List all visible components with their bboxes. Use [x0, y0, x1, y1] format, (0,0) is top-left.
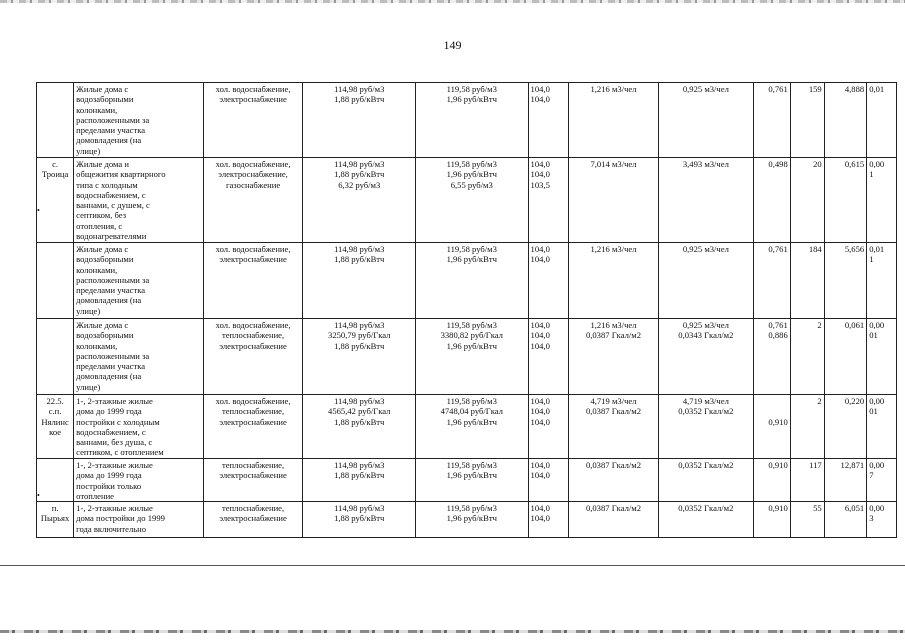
services-cell [203, 502, 303, 538]
cell-line: 104,0 [530, 406, 550, 417]
value-cell [824, 502, 866, 538]
cell-line: дома постройки до 1999 [76, 513, 165, 524]
cell-line: 104,0 [530, 513, 550, 524]
cell-line: септиком, с отоплением [76, 447, 164, 458]
value-cell [824, 319, 866, 395]
cell-line: улице) [76, 305, 101, 316]
cell-line: теплоснабжение, [221, 406, 285, 417]
cell-line: 1,216 м3/чел [590, 320, 637, 330]
cell-line: Жилые дома с [76, 320, 129, 330]
cell-line: теплоснабжение, [221, 460, 285, 470]
cell-line: 159 [808, 84, 822, 94]
building-type-cell [74, 243, 204, 319]
cell-line: 3 [869, 513, 874, 524]
index-cell [528, 83, 568, 158]
coefficient-cell [753, 459, 790, 502]
cell-line: 3,493 м3/чел [682, 159, 729, 169]
cell-line: водоснабжением, с [76, 426, 146, 437]
share-cell [867, 319, 897, 395]
cell-line: отопления, с [76, 220, 123, 231]
cell-line: 104,0 [530, 94, 550, 105]
cell-line: типа с холодным [76, 179, 138, 190]
building-type-cell [74, 319, 204, 395]
cell-line: хол. водоснабжение, [215, 320, 291, 330]
cell-line: 0,00 [869, 503, 885, 514]
cell-line: 1,96 руб/кВтч [446, 416, 497, 427]
cell-line: с.п. [48, 406, 62, 417]
cell-line: 114,98 руб/м3 [334, 84, 385, 94]
cell-line: 0,0352 Гкал/м2 [678, 406, 734, 417]
cell-line: ваннами, с душем, с [76, 200, 150, 211]
cell-line: 0,220 [844, 396, 865, 406]
cell-line: 104,0 [530, 396, 550, 406]
cell-line: 1,96 руб/кВтч [446, 340, 497, 351]
cell-line: 104,0 [530, 169, 550, 180]
table-row [37, 83, 897, 158]
cell-line: дома до 1999 года [76, 406, 142, 417]
cell-line: 0,00 [869, 396, 885, 406]
tariff-new-cell [416, 83, 529, 158]
settlement-cell [37, 243, 74, 319]
cell-line: 1 [869, 169, 874, 180]
share-cell [867, 395, 897, 459]
cell-line: 6,051 [844, 503, 865, 514]
cell-line: ваннами, без душа, с [76, 437, 153, 448]
cell-line: 1,88 руб/кВтч [334, 416, 385, 427]
tariff-new-cell [416, 395, 529, 459]
cell-line: электроснабжение [219, 513, 287, 524]
services-cell [203, 158, 303, 243]
settlement-cell [37, 158, 74, 243]
cell-line: 114,98 руб/м3 [334, 460, 385, 470]
cell-line: 114,98 руб/м3 [334, 320, 385, 330]
page-footer-rule [0, 565, 905, 566]
cell-line: колонками, [76, 104, 118, 115]
cell-line: 0,925 м3/чел [682, 84, 729, 94]
index-cell [528, 395, 568, 459]
cell-line: пределами участка [76, 361, 146, 372]
page-number: 149 [443, 38, 462, 52]
cell-line: 114,98 руб/м3 [334, 244, 385, 254]
cell-line: с. [52, 159, 59, 169]
cell-line: 2 [817, 396, 822, 406]
services-cell [203, 395, 303, 459]
cell-line: 1,88 руб/кВтч [334, 513, 385, 524]
building-type-cell [74, 502, 204, 538]
table-row [37, 395, 897, 459]
cell-line: электроснабжение [219, 254, 287, 265]
services-cell [203, 459, 303, 502]
cell-line: Нялинс [41, 416, 69, 427]
count-cell [790, 502, 824, 538]
cell-line: 0,615 [844, 159, 865, 169]
count-cell [790, 243, 824, 319]
scan-speck: • [37, 206, 40, 215]
cell-line: 0,761 [768, 244, 788, 254]
settlement-cell [37, 395, 74, 459]
norm-2-cell [659, 459, 753, 502]
cell-line: пределами участка [76, 125, 146, 136]
cell-line [756, 396, 788, 406]
value-cell [824, 83, 866, 158]
cell-line: 1,216 м3/чел [590, 244, 637, 254]
tariff-old-cell [303, 83, 416, 158]
value-cell [824, 243, 866, 319]
cell-line: 0,01 [869, 244, 885, 254]
cell-line: 119,58 руб/м3 [446, 460, 497, 470]
services-cell [203, 83, 303, 158]
count-cell [790, 459, 824, 502]
tariff-old-cell [303, 243, 416, 319]
cell-line: 104,0 [530, 84, 550, 94]
table-row [37, 502, 897, 538]
norm-2-cell [659, 502, 753, 538]
norm-2-cell [659, 158, 753, 243]
tariff-new-cell [416, 502, 529, 538]
cell-line: 119,58 руб/м3 [446, 244, 497, 254]
cell-line: Жилые дома с [76, 244, 129, 254]
cell-line: 104,0 [530, 159, 550, 169]
table-row [37, 158, 897, 243]
cell-line: 4565,42 руб/Гкал [328, 406, 391, 417]
cell-line: 1,96 руб/кВтч [446, 513, 497, 524]
cell-line: пределами участка [76, 285, 146, 296]
cell-line: теплоснабжение, [221, 330, 285, 341]
cell-line: 119,58 руб/м3 [446, 503, 497, 514]
cell-line: колонками, [76, 264, 118, 275]
cell-line: 22.5. [46, 396, 64, 406]
cell-line: Троица [41, 169, 69, 180]
cell-line: 4,719 м3/чел [682, 396, 729, 406]
cell-line: 1,88 руб/кВтч [334, 94, 385, 105]
cell-line: хол. водоснабжение, [215, 159, 291, 169]
cell-line: водозаборными [76, 330, 134, 341]
coefficient-cell [753, 395, 790, 459]
cell-line: водозаборными [76, 94, 134, 105]
cell-line: 0,761 [768, 84, 788, 94]
cell-line: 0,00 [869, 159, 885, 169]
cell-line: газоснабжение [225, 179, 281, 190]
cell-line: 01 [869, 406, 878, 417]
cell-line: Жилые дома с [76, 84, 129, 94]
cell-line: электроснабжение [219, 94, 287, 105]
cell-line: 114,98 руб/м3 [334, 503, 385, 514]
cell-line: электроснабжение [219, 416, 287, 427]
cell-line: хол. водоснабжение, [215, 84, 291, 94]
cell-line: 3380,82 руб/Гкал [440, 330, 503, 341]
building-type-cell [74, 83, 204, 158]
cell-line: 104,0 [530, 416, 550, 427]
norm-2-cell [659, 83, 753, 158]
cell-line: 119,58 руб/м3 [446, 84, 497, 94]
cell-line: дома до 1999 года [76, 470, 142, 481]
tariff-new-cell [416, 243, 529, 319]
cell-line: 6,32 руб/м3 [338, 179, 381, 190]
services-cell [203, 319, 303, 395]
settlement-cell [37, 319, 74, 395]
cell-line: расположенными за [76, 274, 150, 285]
tariff-old-cell [303, 158, 416, 243]
value-cell [824, 459, 866, 502]
cell-line: 5,656 [844, 244, 865, 254]
coefficient-cell [753, 502, 790, 538]
cell-line: 1,216 м3/чел [590, 84, 637, 94]
value-cell [824, 158, 866, 243]
count-cell [790, 395, 824, 459]
building-type-cell [74, 395, 204, 459]
services-cell [203, 243, 303, 319]
cell-line: 1 [869, 254, 874, 265]
cell-line: п. [51, 503, 59, 514]
scan-bottom-edge [0, 630, 905, 633]
cell-line: 6,55 руб/м3 [450, 179, 493, 190]
norm-1-cell [568, 502, 658, 538]
cell-line: 01 [869, 330, 878, 341]
settlement-cell [37, 459, 74, 502]
cell-line: 119,58 руб/м3 [446, 159, 497, 169]
index-cell [528, 502, 568, 538]
cell-line: 1,96 руб/кВтч [446, 470, 497, 481]
cell-line: теплоснабжение, [221, 503, 285, 514]
share-cell [867, 459, 897, 502]
cell-line: 114,98 руб/м3 [334, 159, 385, 169]
cell-line: 0,886 [768, 330, 788, 341]
settlement-cell [37, 83, 74, 158]
cell-line: хол. водоснабжение, [215, 396, 291, 406]
coefficient-cell [753, 319, 790, 395]
cell-line: 104,0 [530, 503, 550, 514]
cell-line: 0,061 [844, 320, 865, 330]
scan-speck: • [37, 491, 40, 500]
cell-line: электроснабжение [219, 340, 287, 351]
tariff-old-cell [303, 459, 416, 502]
share-cell [867, 502, 897, 538]
cell-line: 0,0387 Гкал/м2 [585, 503, 642, 514]
cell-line: 0,910 [768, 460, 788, 470]
cell-line: улице) [76, 381, 101, 392]
cell-line: 104,0 [530, 340, 550, 351]
cell-line: 0,0387 Гкал/м2 [585, 460, 642, 470]
norm-2-cell [659, 243, 753, 319]
cell-line: 104,0 [530, 470, 550, 481]
cell-line: 184 [808, 244, 822, 254]
cell-line [756, 406, 788, 416]
cell-line: 104,0 [530, 460, 550, 470]
share-cell [867, 158, 897, 243]
cell-line: 1,88 руб/кВтч [334, 254, 385, 265]
cell-line: септиком, без [76, 210, 127, 221]
table-row [37, 319, 897, 395]
cell-line: общежития квартирного [76, 169, 166, 180]
cell-line: 0,0352 Гкал/м2 [678, 460, 734, 470]
cell-line: года включительно [76, 523, 147, 534]
cell-line: водозаборными [76, 254, 134, 265]
cell-line: 104,0 [530, 254, 550, 265]
cell-line: электроснабжение, [218, 169, 288, 180]
cell-line: 2 [817, 320, 822, 330]
cell-line: 104,0 [530, 244, 550, 254]
cell-line: Пырьях [40, 513, 70, 524]
norm-1-cell [568, 83, 658, 158]
cell-line: домовладения (на [76, 295, 142, 306]
cell-line: расположенными за [76, 114, 150, 125]
index-cell [528, 158, 568, 243]
cell-line: домовладения (на [76, 371, 142, 382]
cell-line: 4748,04 руб/Гкал [440, 406, 503, 417]
value-cell [824, 395, 866, 459]
cell-line: 0,910 [768, 416, 788, 427]
count-cell [790, 158, 824, 243]
index-cell [528, 243, 568, 319]
cell-line: водоснабжением, с [76, 189, 146, 200]
cell-line: 0,925 м3/чел [682, 244, 729, 254]
cell-line: 117 [809, 460, 822, 470]
share-cell [867, 83, 897, 158]
tariff-new-cell [416, 459, 529, 502]
norm-1-cell [568, 243, 658, 319]
count-cell [790, 319, 824, 395]
count-cell [790, 83, 824, 158]
tariff-old-cell [303, 502, 416, 538]
norm-2-cell [659, 395, 753, 459]
cell-line: 1-, 2-этажные жилые [76, 460, 153, 470]
table-row [37, 243, 897, 319]
cell-line: 7 [869, 470, 874, 481]
cell-line: домовладения (на [76, 135, 142, 146]
cell-line: 0,01 [869, 84, 885, 94]
cell-line: 3250,79 руб/Гкал [328, 330, 391, 341]
settlement-cell [37, 502, 74, 538]
norm-1-cell [568, 319, 658, 395]
tariff-old-cell [303, 395, 416, 459]
cell-line: постройки только [76, 480, 142, 491]
building-type-cell [74, 158, 204, 243]
cell-line: 104,0 [530, 320, 550, 330]
cell-line: 104,0 [530, 330, 550, 341]
cell-line: постройки с холодным [76, 416, 160, 427]
index-cell [528, 459, 568, 502]
cell-line: хол. водоснабжение, [215, 244, 291, 254]
cell-line: 1-, 2-этажные жилые [76, 396, 153, 406]
cell-line: 4,888 [844, 84, 865, 94]
cell-line: 0,910 [768, 503, 788, 514]
cell-line: 0,0387 Гкал/м2 [585, 406, 642, 417]
table-row [37, 459, 897, 502]
cell-line: расположенными за [76, 350, 150, 361]
cell-line: 119,58 руб/м3 [446, 320, 497, 330]
tariff-new-cell [416, 158, 529, 243]
cell-line: 7,014 м3/чел [590, 159, 637, 169]
cell-line: 1,88 руб/кВтч [334, 169, 385, 180]
tariff-new-cell [416, 319, 529, 395]
cell-line: кое [49, 426, 62, 437]
building-type-cell [74, 459, 204, 502]
cell-line: улице) [76, 145, 101, 156]
coefficient-cell [753, 158, 790, 243]
scan-top-edge [0, 0, 905, 3]
norm-2-cell [659, 319, 753, 395]
norm-1-cell [568, 459, 658, 502]
cell-line: 0,0352 Гкал/м2 [678, 503, 734, 514]
cell-line: отопление [76, 490, 114, 501]
coefficient-cell [753, 83, 790, 158]
norm-1-cell [568, 395, 658, 459]
cell-line: 20 [813, 159, 822, 169]
cell-line: 1,88 руб/кВтч [334, 340, 385, 351]
cell-line: 55 [813, 503, 822, 514]
cell-line: 0,761 [768, 320, 788, 330]
tariff-table [36, 82, 897, 538]
cell-line: 0,498 [768, 159, 788, 169]
cell-line: 1,96 руб/кВтч [446, 254, 497, 265]
cell-line: 4,719 м3/чел [590, 396, 637, 406]
norm-1-cell [568, 158, 658, 243]
cell-line: 0,00 [869, 460, 885, 470]
cell-line: водонагревателями [76, 231, 147, 242]
cell-line: электроснабжение [219, 470, 287, 481]
cell-line: 1,96 руб/кВтч [446, 169, 497, 180]
cell-line: 103,5 [530, 179, 550, 190]
cell-line: 1,88 руб/кВтч [334, 470, 385, 481]
share-cell [867, 243, 897, 319]
cell-line: колонками, [76, 340, 118, 351]
cell-line: 12,871 [840, 460, 865, 470]
cell-line: 119,58 руб/м3 [446, 396, 497, 406]
coefficient-cell [753, 243, 790, 319]
cell-line: 0,0343 Гкал/м2 [678, 330, 734, 341]
cell-line: 0,925 м3/чел [682, 320, 729, 330]
cell-line: 0,0387 Гкал/м2 [585, 330, 642, 341]
cell-line: 0,00 [869, 320, 885, 330]
cell-line: 1,96 руб/кВтч [446, 94, 497, 105]
index-cell [528, 319, 568, 395]
cell-line: 1-, 2-этажные жилые [76, 503, 153, 514]
tariff-old-cell [303, 319, 416, 395]
cell-line: 114,98 руб/м3 [334, 396, 385, 406]
cell-line: Жилые дома и [76, 159, 129, 169]
